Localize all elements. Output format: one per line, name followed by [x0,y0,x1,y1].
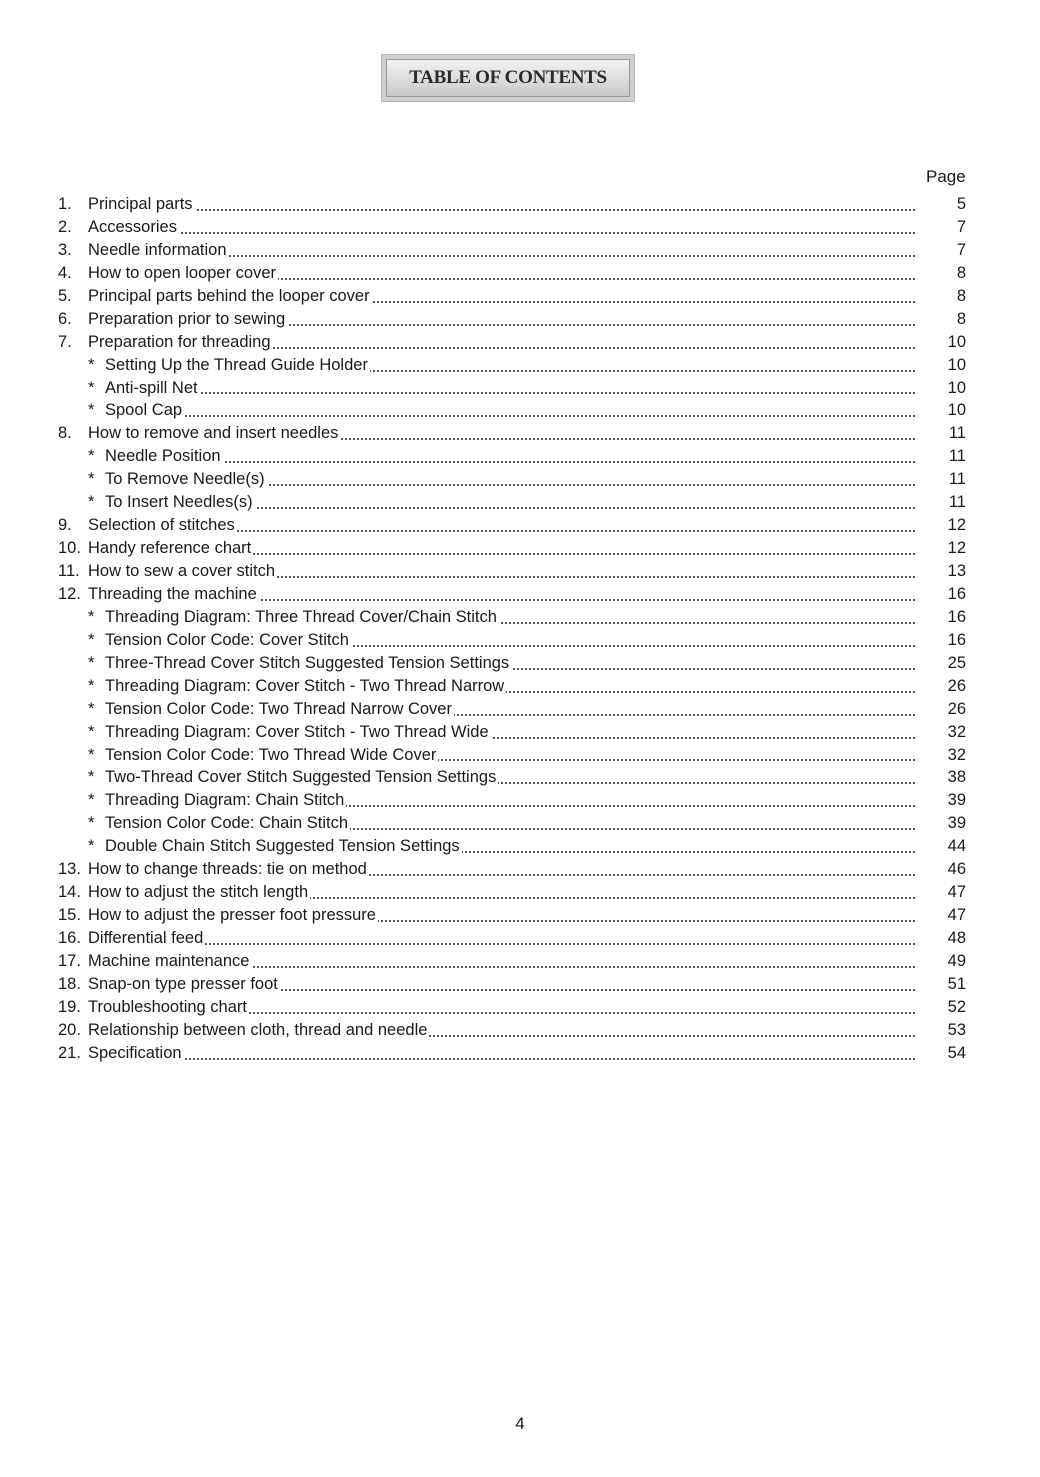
toc-subentry [58,812,968,835]
toc-entry-title-wrap [105,721,915,744]
toc-entry-title-wrap [105,354,915,377]
toc-entry-title: Specification [88,1043,182,1062]
dot-leader [105,415,915,417]
toc-entry-title-wrap [88,950,915,973]
toc-subentry [58,789,968,812]
toc-entry-number: 9. [58,516,72,535]
toc-subentry [58,468,968,491]
toc-entry [58,927,968,950]
toc-entry-bullet: * [88,447,95,466]
toc-entry-title: Principal parts behind the looper cover [88,286,370,305]
toc-entry-title-wrap [105,445,915,468]
toc-entry-number: 6. [58,309,72,328]
toc-entry [58,331,968,354]
toc-entry-title: Two-Thread Cover Stitch Suggested Tension Settings [105,768,497,787]
toc-entry-title-wrap [88,1019,915,1042]
toc-entry-page: 16 [947,630,966,649]
toc-entry-bullet: * [88,355,95,374]
toc-subentry [58,377,968,400]
toc-entry-title-wrap [88,881,915,904]
toc-entry-page: 46 [947,860,966,879]
toc-entry-bullet: * [88,378,95,397]
footer-page-number: 4 [515,1414,525,1433]
toc-entry-title: Relationship between cloth, thread and needle [88,1020,428,1039]
table-of-contents [58,193,968,1065]
toc-entry-page: 51 [947,974,966,993]
toc-entry-title: Threading Diagram: Three Thread Cover/Chain Stitch [105,607,497,626]
toc-subentry [58,445,968,468]
toc-entry-title-wrap [88,514,915,537]
toc-entry-page: 7 [956,217,966,236]
toc-entry-title: How to adjust the stitch length [88,883,309,902]
toc-entry-page: 5 [956,195,966,213]
toc-entry-bullet: * [88,745,95,764]
toc-subentry [58,675,968,698]
toc-entry-title-wrap [88,285,915,308]
toc-entry-bullet: * [88,837,95,856]
toc-subentry [58,354,968,377]
toc-entry-title: Three-Thread Cover Stitch Suggested Tension Settings [105,653,510,672]
toc-entry-title-wrap [105,629,915,652]
toc-entry [58,973,968,996]
toc-entry [58,193,968,216]
toc-entry-number: 18. [58,974,81,993]
toc-entry-page: 11 [948,493,966,512]
toc-entry [58,858,968,881]
toc-entry-number: 14. [58,883,81,902]
toc-entry-bullet: * [88,791,95,810]
toc-entry-page: 8 [956,286,966,305]
toc-entry-title-wrap [88,973,915,996]
toc-entry-title: Preparation for threading [88,332,271,351]
toc-entry-title-wrap [88,193,915,216]
toc-entry-number: 2. [58,217,72,236]
toc-entry-page: 11 [948,424,966,443]
toc-subentry [58,629,968,652]
toc-entry-title: Tension Color Code: Two Thread Wide Cover [105,745,437,764]
toc-entry-title: How to adjust the presser foot pressure [88,906,376,925]
toc-subentry [58,698,968,721]
toc-entry-page: 25 [947,653,966,672]
title-box [381,54,635,102]
toc-entry-number: 20. [58,1020,81,1039]
toc-entry-title: Threading Diagram: Cover Stitch - Two Thread Wide [105,722,489,741]
toc-entry-title: Preparation prior to sewing [88,309,286,328]
dot-leader [105,461,915,463]
toc-entry-page: 49 [947,951,966,970]
toc-entry [58,216,968,239]
toc-entry-page: 38 [947,768,966,787]
toc-entry-page: 53 [947,1020,966,1039]
toc-subentry [58,652,968,675]
toc-entry-bullet: * [88,676,95,695]
toc-entry-title: Tension Color Code: Chain Stitch [105,814,349,833]
toc-entry-page: 26 [947,676,966,695]
toc-entry [58,537,968,560]
toc-entry [58,1042,968,1065]
toc-subentry [58,835,968,858]
toc-entry-title-wrap [88,858,915,881]
toc-entry-page: 44 [947,837,966,856]
toc-entry-title: Troubleshooting chart [88,997,247,1016]
toc-entry-title: Threading the machine [88,584,257,603]
toc-entry [58,583,968,606]
toc-entry-title-wrap [105,606,915,629]
toc-entry-title: Anti-spill Net [105,378,198,397]
toc-entry-title: Accessories [88,217,177,236]
toc-entry-title: How to change threads: tie on method [88,860,367,879]
toc-entry-title: Threading Diagram: Cover Stitch - Two Thread Narrow [105,676,505,695]
toc-entry-page: 32 [947,722,966,741]
toc-entry-bullet: * [88,699,95,718]
toc-entry [58,904,968,927]
toc-entry-bullet: * [88,653,95,672]
toc-entry-title: Setting Up the Thread Guide Holder [105,355,368,374]
toc-entry-page: 12 [947,539,966,558]
toc-entry-title: Double Chain Stitch Suggested Tension Settings [105,837,460,856]
toc-entry-title-wrap [105,835,915,858]
toc-entry-title-wrap [88,216,915,239]
toc-entry-title-wrap [105,652,915,675]
toc-entry [58,262,968,285]
toc-entry-page: 12 [947,516,966,535]
toc-entry-page: 39 [947,791,966,810]
toc-entry-title: Spool Cap [105,401,183,420]
toc-entry-number: 11. [58,562,80,580]
toc-entry-title-wrap [88,331,915,354]
toc-entry-number: 1. [58,195,72,213]
toc-entry-title-wrap [105,399,915,422]
toc-entry-title: Threading Diagram: Chain Stitch [105,791,345,810]
toc-entry-title-wrap [88,422,915,445]
toc-entry-number: 4. [58,263,72,282]
toc-entry-bullet: * [88,401,95,420]
toc-entry [58,514,968,537]
toc-entry-page: 47 [947,883,966,902]
toc-entry-bullet: * [88,722,95,741]
toc-entry-number: 8. [58,424,72,443]
toc-entry-page: 39 [947,814,966,833]
toc-entry-title: How to remove and insert needles [88,424,339,443]
toc-subentry [58,766,968,789]
toc-entry-title-wrap [88,996,915,1019]
toc-subentry [58,491,968,514]
toc-entry-title-wrap [88,537,915,560]
toc-entry-title-wrap [88,560,915,583]
toc-entry-number: 12. [58,584,81,603]
toc-entry [58,881,968,904]
toc-entry [58,308,968,331]
toc-entry-bullet: * [88,814,95,833]
toc-entry-page: 10 [947,378,966,397]
toc-entry-number: 3. [58,240,72,259]
dot-leader [88,1058,915,1060]
toc-entry-page: 10 [947,355,966,374]
toc-entry-page: 52 [947,997,966,1016]
toc-entry-number: 16. [58,929,81,947]
toc-entry-title-wrap [105,789,915,812]
toc-entry-title-wrap [105,468,915,491]
toc-entry-title: Handy reference chart [88,539,252,558]
page-title: TABLE OF CONTENTS [386,59,630,97]
toc-entry-bullet: * [88,493,95,512]
toc-entry-title: Tension Color Code: Two Thread Narrow Cover [105,699,452,718]
toc-entry-title-wrap [88,927,915,950]
toc-entry-title: Tension Color Code: Cover Stitch [105,630,349,649]
toc-entry-page: 54 [947,1043,966,1062]
toc-entry-title: Principal parts [88,195,193,213]
toc-entry-page: 26 [947,699,966,718]
toc-entry [58,285,968,308]
toc-entry-title-wrap [105,766,915,789]
toc-entry-title-wrap [88,262,915,285]
dot-leader [88,209,915,211]
toc-entry-number: 19. [58,997,81,1016]
toc-subentry [58,721,968,744]
dot-leader [88,232,915,234]
toc-entry-page: 11 [948,470,966,489]
toc-entry [58,422,968,445]
toc-entry-title: Needle Position [105,447,221,466]
toc-entry-title: Selection of stitches [88,516,235,535]
toc-entry-title-wrap [105,675,915,698]
toc-entry-page: 13 [947,562,966,580]
toc-entry-title-wrap [88,239,915,262]
toc-entry-title-wrap [88,308,915,331]
toc-entry-title: How to open looper cover [88,263,277,282]
toc-entry-title-wrap [88,583,915,606]
toc-entry-bullet: * [88,768,95,787]
toc-entry-number: 5. [58,286,72,305]
toc-entry-page: 8 [956,263,966,282]
toc-entry-page: 11 [948,447,966,466]
toc-entry-number: 15. [58,906,81,925]
toc-entry-title-wrap [105,491,915,514]
toc-entry-bullet: * [88,470,95,489]
toc-entry-title-wrap [88,904,915,927]
toc-entry-title: How to sew a cover stitch [88,562,276,580]
toc-entry-title-wrap [105,698,915,721]
toc-entry-number: 13. [58,860,81,879]
toc-entry-title-wrap [105,377,915,400]
toc-entry-page: 10 [947,332,966,351]
toc-entry-page: 47 [947,906,966,925]
toc-entry [58,996,968,1019]
toc-entry-page: 16 [947,584,966,603]
toc-entry-number: 10. [58,539,81,558]
toc-entry-title: Differential feed [88,929,204,947]
toc-entry-bullet: * [88,607,95,626]
dot-leader [88,943,915,945]
toc-entry-bullet: * [88,630,95,649]
toc-subentry [58,399,968,422]
toc-entry-page: 48 [947,929,966,947]
dot-leader [105,392,915,394]
toc-entry-page: 16 [947,607,966,626]
toc-entry-number: 7. [58,332,72,351]
toc-entry-page: 7 [956,240,966,259]
toc-entry-page: 8 [956,309,966,328]
toc-entry-title: Machine maintenance [88,951,250,970]
toc-subentry [58,744,968,767]
page-column-header: Page [926,167,966,186]
toc-entry [58,1019,968,1042]
toc-entry-number: 17. [58,951,81,970]
toc-entry [58,560,968,583]
toc-entry-page: 10 [947,401,966,420]
toc-subentry [58,606,968,629]
toc-entry-title-wrap [88,1042,915,1065]
toc-entry-number: 21. [58,1043,81,1062]
toc-entry [58,950,968,973]
toc-entry [58,239,968,262]
toc-entry-page: 32 [947,745,966,764]
toc-entry-title: To Remove Needle(s) [105,470,265,489]
toc-entry-title: To Insert Needles(s) [105,493,253,512]
toc-entry-title: Needle information [88,240,227,259]
toc-entry-title-wrap [105,744,915,767]
toc-entry-title: Snap-on type presser foot [88,974,278,993]
toc-entry-title-wrap [105,812,915,835]
